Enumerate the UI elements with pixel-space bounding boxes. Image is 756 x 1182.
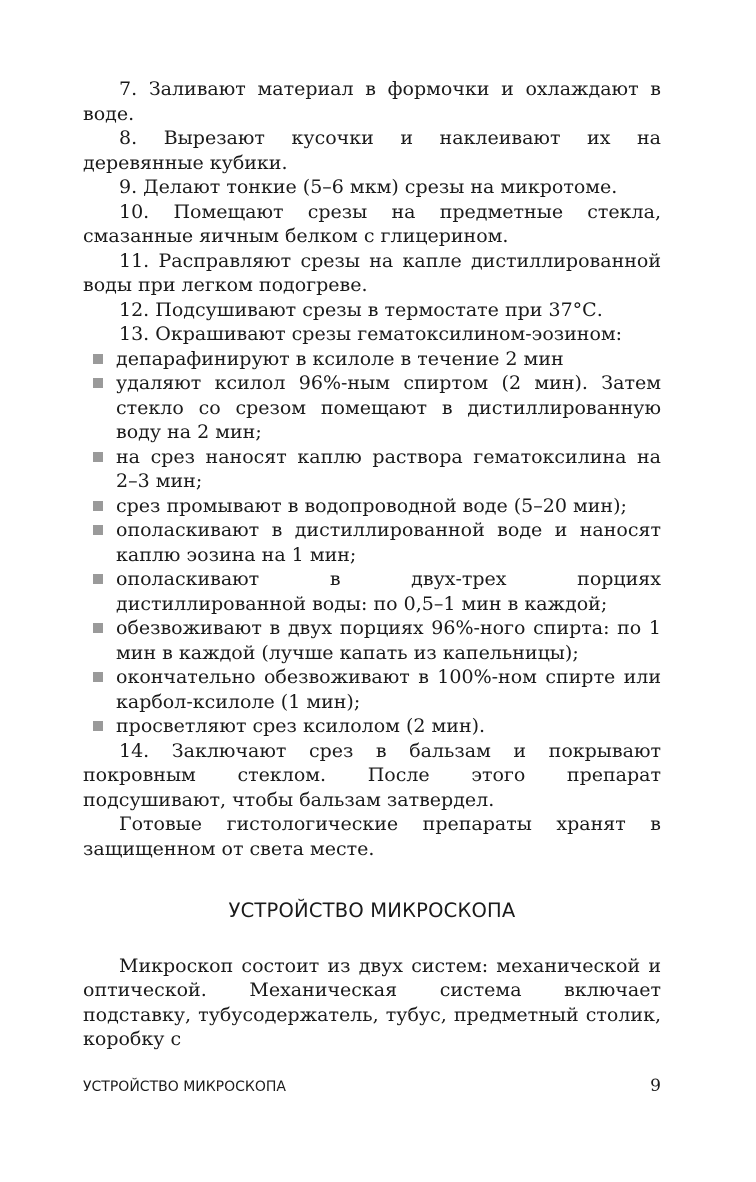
list-item: окончательно обезвоживают в 100%-ном спирте или карбол-ксилоле (1 мин); [83,665,661,714]
square-bullet-icon [93,501,103,511]
square-bullet-icon [93,378,103,388]
step-14: 14. Заключают срез в бальзам и покрывают покровным стеклом. После этого препарат подсушивают, чтобы бальзам затвердел. [83,739,661,811]
section-heading: УСТРОЙСТВО МИКРОСКОПА [228,899,516,922]
square-bullet-icon [93,672,103,682]
step-7: 7. Заливают материал в формочки и охлаждают в воде. [83,78,661,125]
square-bullet-icon [93,721,103,731]
step-10: 10. Помещают срезы на предметные стекла, смазанные яичным белком с глицерином. [83,200,661,247]
list-item: на срез наносят каплю раствора гематоксилина на 2–3 мин; [83,445,661,494]
running-title: УСТРОЙСТВО МИКРОСКОПА [83,1079,286,1095]
square-bullet-icon [93,452,103,462]
list-item: удаляют ксилол 96%-ным спиртом (2 мин). Затем стекло со срезом помещают в дистиллированную воду на 2 мин; [83,371,661,445]
list-item: ополаскивают в двух-трех порциях дистиллированной воды: по 0,5–1 мин в каждой; [83,567,661,616]
square-bullet-icon [93,574,103,584]
list-item: депарафинируют в ксилоле в течение 2 мин [83,347,661,372]
list-item: ополаскивают в дистиллированной воде и наносят каплю эозина на 1 мин; [83,518,661,567]
step-9: 9. Делают тонкие (5–6 мкм) срезы на микротоме. [119,176,618,198]
section-paragraph: Микроскоп состоит из двух систем: механической и оптической. Механическая система включает подставку, тубусодержатель, тубус, предметный столик, коробку с [83,954,661,1050]
square-bullet-icon [93,354,103,364]
page-content [83,77,661,1052]
page-footer [83,1076,661,1096]
list-item: обезвоживают в двух порциях 96%-ного спирта: по 1 мин в каждой (лучше капать из капельницы); [83,616,661,665]
staining-list [83,347,661,739]
page-number: 9 [650,1076,661,1096]
list-item: срез промывают в водопроводной воде (5–20 мин); [83,494,661,519]
square-bullet-icon [93,525,103,535]
step-13: 13. Окрашивают срезы гематоксилином-эозином: [119,323,623,345]
storage-note: Готовые гистологические препараты хранят в защищенном от света месте. [83,813,661,860]
square-bullet-icon [93,623,103,633]
step-11: 11. Расправляют срезы на капле дистиллированной воды при легком подогреве. [83,249,661,296]
step-12: 12. Подсушивают срезы в термостате при 37°С. [119,298,603,321]
list-item: просветляют срез ксилолом (2 мин). [83,714,661,739]
step-8: 8. Вырезают кусочки и наклеивают их на деревянные кубики. [83,127,661,174]
